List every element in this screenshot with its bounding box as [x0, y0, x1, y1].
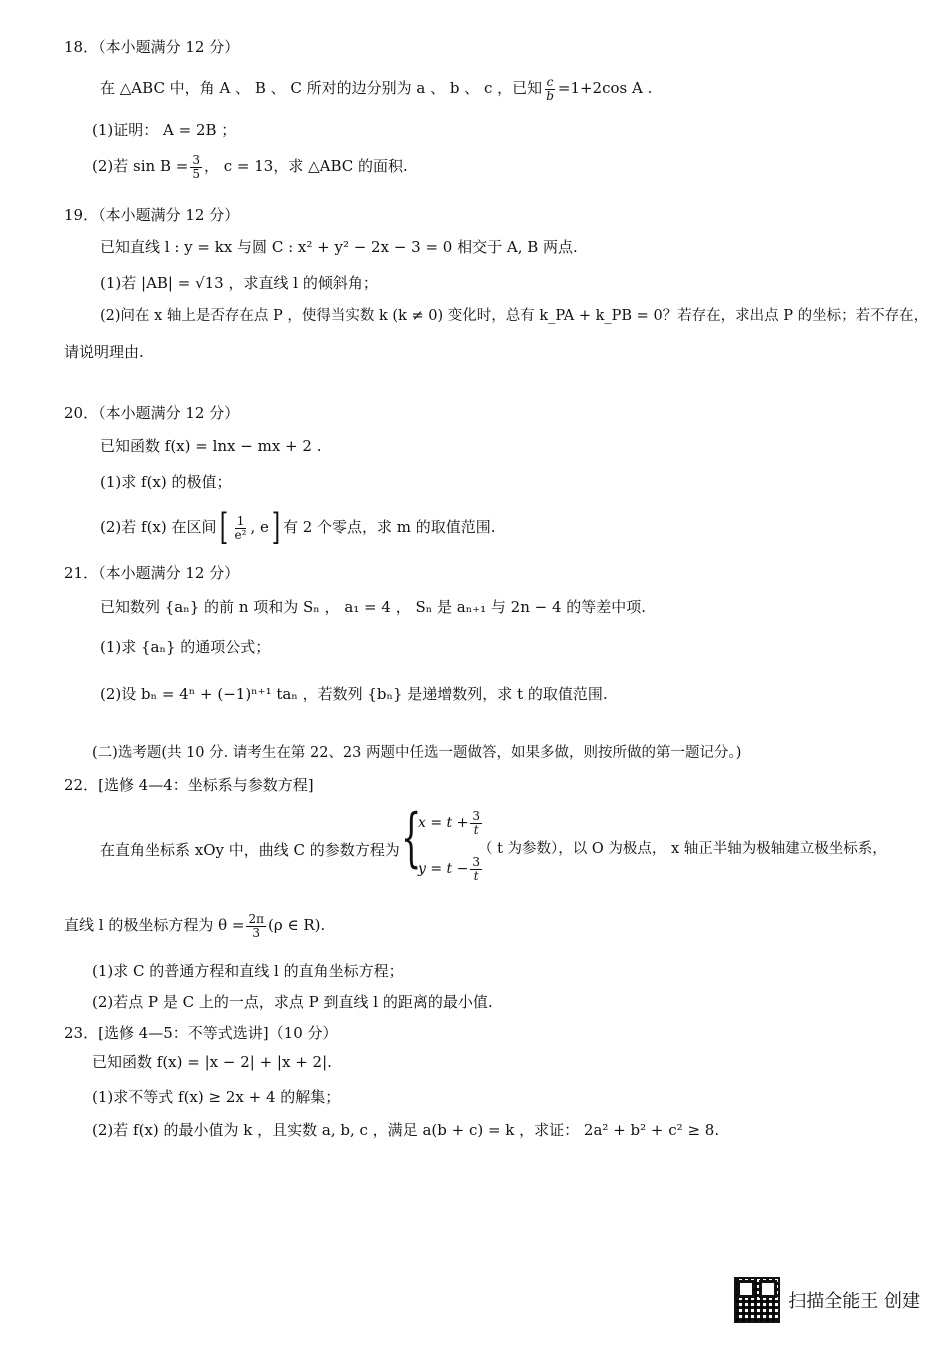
q18-stem — [100, 76, 652, 102]
q20-part2-a: (2)若 f(x) 在区间 — [100, 518, 217, 536]
q23-part2: (2)若 f(x) 的最小值为 k ，且实数 a, b, c ，满足 a(b + c) = k ，求证： 2a² + b² + c² ≥ 8. — [92, 1121, 720, 1139]
q22-stem-c-frac — [246, 913, 266, 939]
q18-header: 18．（本小题满分 12 分） — [64, 38, 240, 56]
q22-header: 22．[选修 4—4：坐标系与参数方程] — [64, 776, 314, 794]
q20-part2-frac — [233, 515, 249, 541]
q22-row1-frac — [470, 810, 482, 836]
q18-stem-b: =1+2cos A . — [557, 79, 653, 98]
right-bracket-icon: ] — [271, 507, 281, 548]
q22-stem-c-b: (ρ ∈ R). — [268, 916, 326, 935]
q22-row1-den: t — [473, 822, 479, 837]
q19-stem: 已知直线 l : y = kx 与圆 C : x² + y² − 2x − 3 = 0 相交于 A, B 两点. — [100, 238, 578, 256]
q20-part2 — [100, 507, 496, 548]
watermark-text: 扫描全能王 创建 — [788, 1291, 920, 1312]
q22-row1-a: x = t + — [418, 815, 469, 832]
q19-header: 19．（本小题满分 12 分） — [64, 206, 240, 224]
elective-header: (二)选考题(共 10 分. 请考生在第 22、23 两题中任选一题做答，如果多做，则按所做的第一题记分。) — [92, 745, 742, 761]
q22-part2: (2)若点 P 是 C 上的一点，求点 P 到直线 l 的距离的最小值. — [92, 993, 493, 1011]
q22-system-row2 — [418, 856, 484, 882]
q18-part2-a: (2)若 sin B = — [92, 157, 189, 176]
q20-part2-b: 有 2 个零点，求 m 的取值范围. — [282, 518, 496, 536]
q22-stem-a: 在直角坐标系 xOy 中，曲线 C 的参数方程为 — [100, 841, 400, 859]
q18-part2-b: ， c = 13，求 △ABC 的面积. — [203, 157, 408, 176]
q22-row2-a: y = t − — [418, 861, 469, 878]
q19-part2-cont: 请说明理由. — [64, 343, 144, 361]
q22-row2-den: t — [473, 868, 479, 883]
q22-row2-frac — [470, 856, 482, 882]
qr-code-icon — [734, 1277, 780, 1323]
q18-stem-frac — [544, 76, 556, 102]
q23-header: 23．[选修 4—5：不等式选讲]（10 分） — [64, 1024, 338, 1042]
q18-part2 — [92, 154, 408, 180]
q22-stem-c-num: 2π — [248, 912, 265, 926]
q20-part2-frac-den: e² — [234, 527, 247, 542]
q21-part2: (2)设 bₙ = 4ⁿ + (−1)ⁿ⁺¹ taₙ ，若数列 {bₙ} 是递增数列，求 t 的取值范围. — [100, 685, 608, 703]
q18-part2-frac — [190, 154, 202, 180]
q22-stem-c — [64, 913, 325, 939]
q18-part2-frac-num: 3 — [192, 153, 200, 167]
q18-part1: (1)证明： A = 2B ； — [92, 121, 237, 139]
q19-part2: (2)问在 x 轴上是否存在点 P ，使得当实数 k (k ≠ 0) 变化时，总有 k_PA + k_PB = 0？若存在，求出点 P 的坐标；若不存在， — [100, 308, 929, 324]
q18-stem-a: 在 △ABC 中，角 A 、 B 、 C 所对的边分别为 a 、 b 、 c ，已知 — [100, 79, 543, 98]
q23-stem: 已知函数 f(x) = |x − 2| + |x + 2|. — [92, 1053, 332, 1071]
left-bracket-icon: [ — [219, 507, 228, 548]
scanner-watermark — [734, 1277, 920, 1323]
q18-part2-frac-den: 5 — [192, 166, 200, 181]
q18-stem-frac-den: b — [546, 88, 554, 103]
q22-stem-b: （ t 为参数），以 O 为极点， x 轴正半轴为极轴建立极坐标系， — [478, 841, 887, 857]
q19-part1: (1)若 |AB| = √13 ，求直线 l 的倾斜角； — [100, 274, 378, 292]
q22-part1: (1)求 C 的普通方程和直线 l 的直角坐标方程； — [92, 962, 404, 980]
q18-stem-frac-num: c — [546, 75, 554, 89]
q21-header: 21．（本小题满分 12 分） — [64, 564, 240, 582]
q20-part1: (1)求 f(x) 的极值； — [100, 473, 232, 491]
q20-stem: 已知函数 f(x) = lnx − mx + 2 . — [100, 437, 322, 455]
q21-stem: 已知数列 {aₙ} 的前 n 项和为 Sₙ ， a₁ = 4 ， Sₙ 是 aₙ₊₁ 与 2n − 4 的等差中项. — [100, 598, 647, 616]
q21-part1: (1)求 {aₙ} 的通项公式； — [100, 638, 271, 656]
q22-row2-num: 3 — [472, 855, 480, 869]
q22-system-row1 — [418, 810, 484, 836]
left-brace-icon: { — [401, 801, 422, 875]
q20-part2-mid: , e — [250, 518, 269, 536]
q22-row1-num: 3 — [472, 809, 480, 823]
q20-header: 20．（本小题满分 12 分） — [64, 404, 240, 422]
q22-stem-c-a: 直线 l 的极坐标方程为 θ = — [64, 916, 245, 935]
q22-stem-c-den: 3 — [252, 925, 261, 940]
q20-part2-frac-num: 1 — [236, 513, 245, 528]
q23-part1: (1)求不等式 f(x) ≥ 2x + 4 的解集； — [92, 1088, 341, 1106]
